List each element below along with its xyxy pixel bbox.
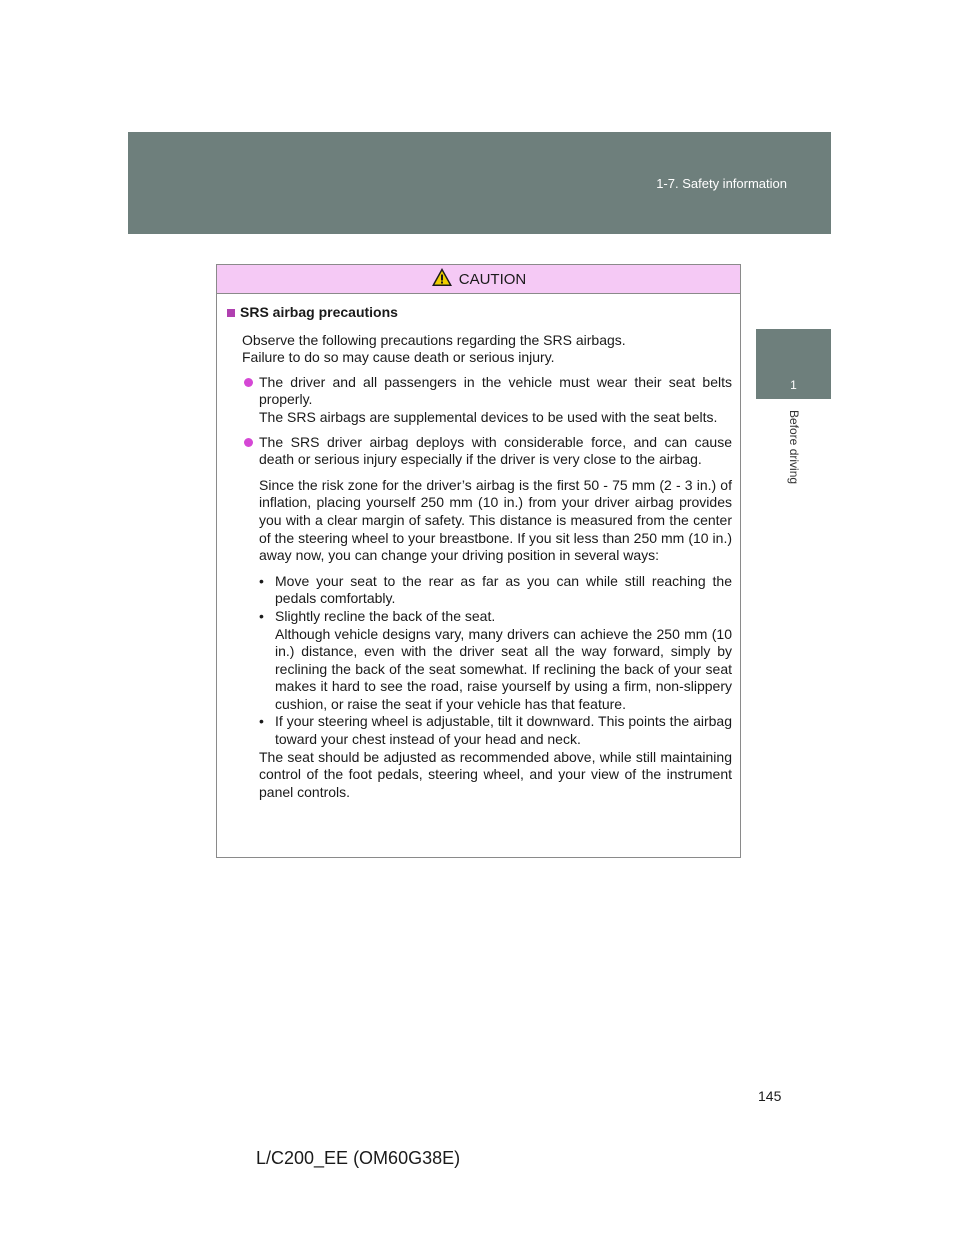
warning-triangle-icon (431, 267, 453, 287)
caution-header (217, 265, 740, 294)
dot-line: Although vehicle designs vary, many drivers can achieve the 250 mm (10 in.) distance, even with the driver seat all the way forward, simply by reclining the back of the seat somewhat. If reclining the back of your seat makes it hard to see the road, raise yourself by using a firm, non-slippery cushion, or raise the seat if your vehicle has that feature. (275, 625, 732, 712)
chapter-tab: 1 (756, 329, 831, 399)
square-bullet-icon (227, 309, 235, 317)
dot-text (275, 608, 732, 714)
dot-bullet-icon: • (259, 713, 264, 730)
dot-text: If your steering wheel is adjustable, tilt it downward. This points the airbag toward your chest instead of your head and neck. (275, 713, 732, 748)
risk-zone-paragraph: Since the risk zone for the driver’s airbag is the first 50 - 75 mm (2 - 3 in.) of inflation, placing yourself 250 mm (10 in.) from your driver airbag provides you with a clear margin of safety. This distance is measured from the center of the steering wheel to your breastbone. If you sit less than 250 mm (10 in.) away now, you can change your driving position in several ways: (259, 476, 732, 564)
closing-paragraph: The seat should be adjusted as recommended above, while still maintaining control of the foot pedals, steering wheel, and your view of the instrument panel controls. (259, 748, 732, 800)
page-number: 145 (758, 1088, 782, 1104)
section-heading (227, 304, 732, 322)
dot-list (259, 573, 732, 749)
dot-line: Slightly recline the back of the seat. (275, 607, 496, 624)
caution-title: CAUTION (458, 270, 527, 288)
header-band (128, 132, 831, 234)
caution-box (216, 264, 741, 858)
chapter-label: Before driving (787, 410, 801, 485)
bullet-text (259, 374, 732, 427)
intro-line: Failure to do so may cause death or serious injury. (242, 349, 555, 366)
bullet-line: The SRS airbags are supplemental devices to be used with the seat belts. (259, 408, 718, 425)
heading-text: SRS airbag precautions (240, 304, 398, 320)
intro-line: Observe the following precautions regarding the SRS airbags. (242, 331, 626, 348)
caution-body (217, 294, 740, 801)
dot-bullet-icon: • (259, 572, 264, 589)
intro-text (242, 332, 732, 367)
bullet-line: The driver and all passengers in the vehicle must wear their seat belts properly. (259, 373, 732, 408)
dot-bullet-icon: • (259, 607, 264, 624)
bullet-item (242, 434, 732, 469)
document-code: L/C200_EE (OM60G38E) (256, 1148, 461, 1168)
bullet-text: The SRS driver airbag deploys with considerable force, and can cause death or serious injury especially if the driver is very close to the airbag. (259, 433, 732, 468)
dot-text: Move your seat to the rear as far as you can while still reaching the pedals comfortably. (275, 572, 732, 607)
dot-list-item (259, 608, 732, 714)
section-title: 1-7. Safety information (656, 176, 787, 191)
circle-bullet-icon (244, 378, 253, 387)
circle-bullet-icon (244, 438, 253, 447)
dot-list-item (259, 713, 732, 748)
bullet-item (242, 374, 732, 427)
dot-list-item (259, 573, 732, 608)
